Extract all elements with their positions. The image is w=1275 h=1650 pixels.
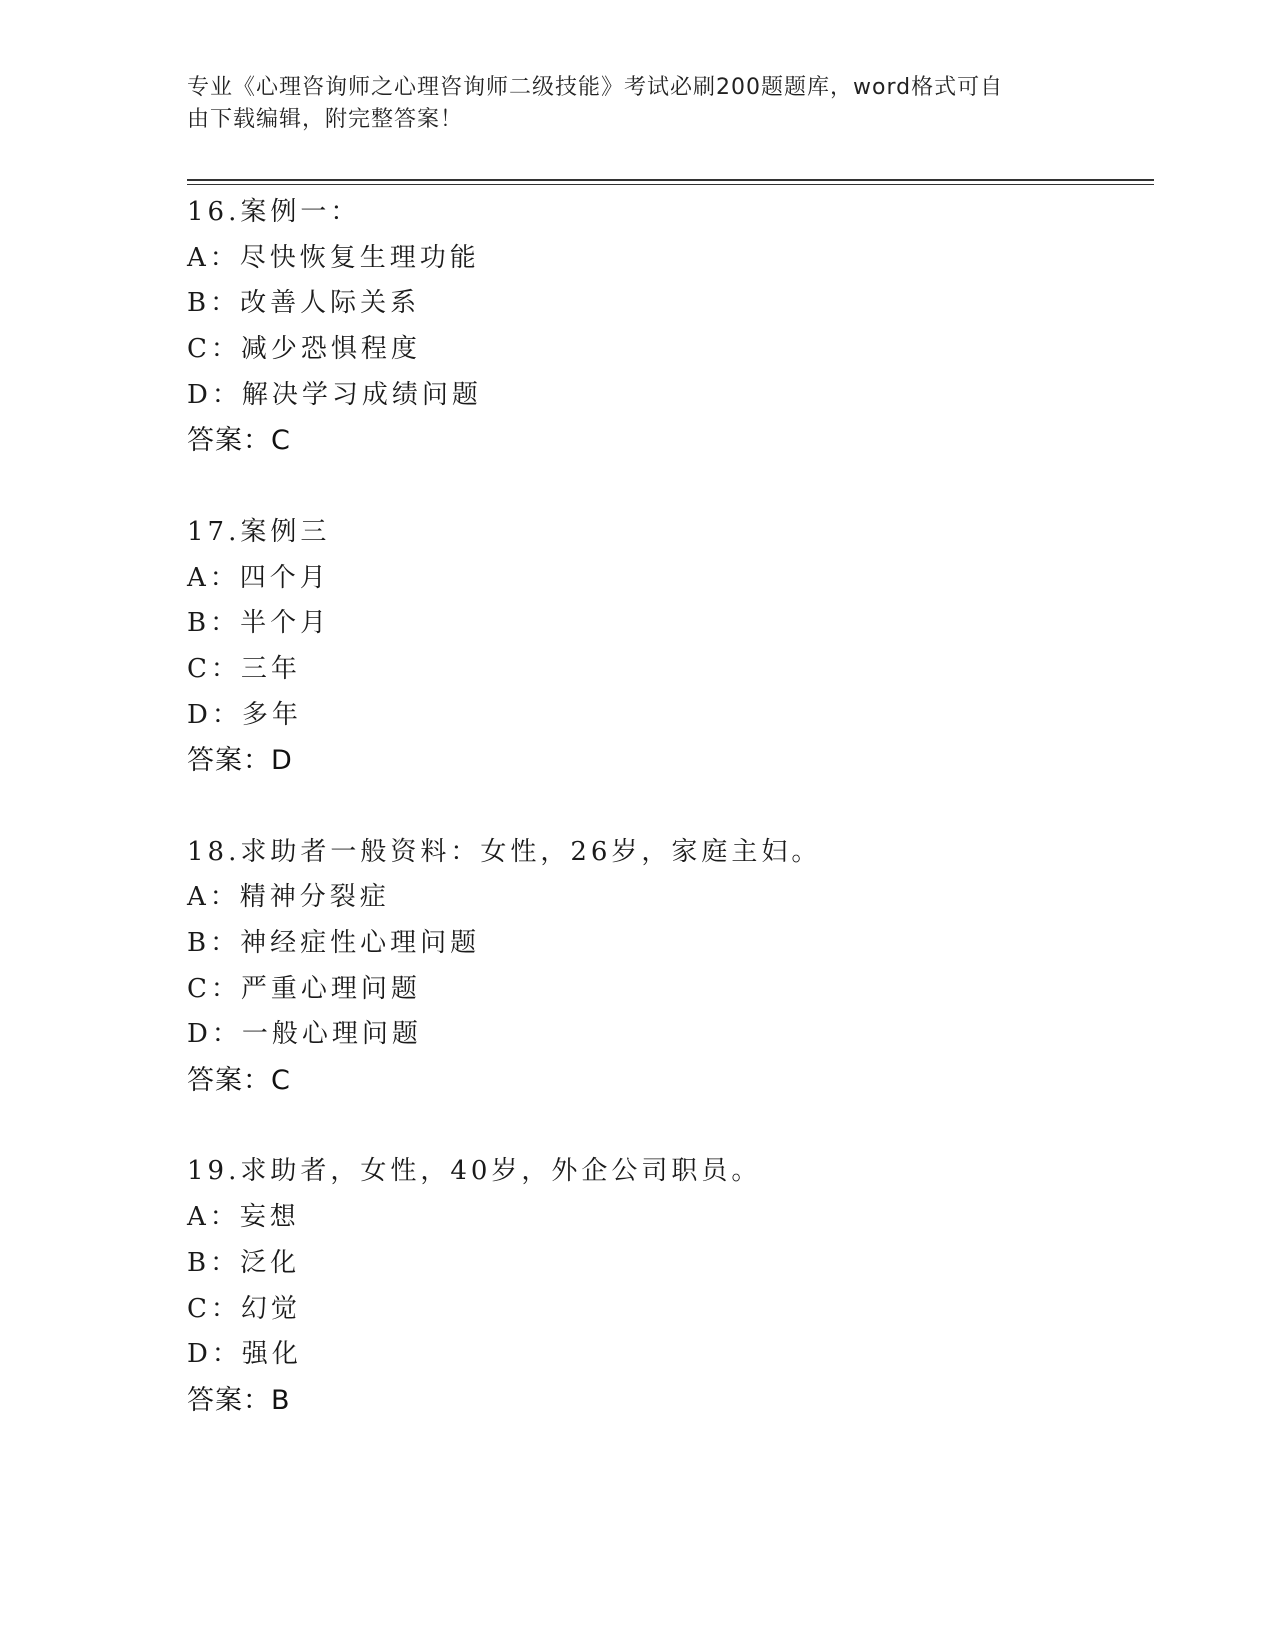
option-a: A：尽快恢复生理功能	[187, 242, 480, 273]
question-list	[187, 190, 1147, 1424]
question-stem: 16.案例一：	[187, 197, 361, 227]
question-16	[187, 190, 1147, 510]
option-a: A：妄想	[187, 1202, 300, 1233]
document-header	[187, 72, 1067, 136]
option-d: D：解决学习成绩问题	[187, 379, 482, 410]
answer: 答案：B	[187, 1384, 291, 1416]
option-a: A：精神分裂症	[187, 882, 390, 913]
option-b: B：改善人际关系	[187, 288, 421, 319]
question-spacer	[187, 464, 1147, 510]
option-d: D：多年	[187, 699, 302, 730]
option-a: A：四个月	[187, 562, 330, 593]
option-c: C：三年	[187, 653, 301, 684]
question-19	[187, 1149, 1147, 1423]
header-divider-thick	[187, 179, 1154, 181]
header-line-2: 由下载编辑，附完整答案！	[187, 107, 464, 132]
option-b: B：泛化	[187, 1247, 301, 1278]
question-stem: 19.求助者，女性，40岁，外企公司职员。	[187, 1156, 762, 1187]
option-b: B：神经症性心理问题	[187, 928, 481, 958]
option-c: C：严重心理问题	[187, 973, 421, 1004]
answer: 答案：D	[187, 745, 293, 777]
question-spacer	[187, 784, 1147, 830]
header-divider-thin	[187, 184, 1154, 185]
option-c: C：幻觉	[187, 1293, 301, 1324]
option-d: D：强化	[187, 1339, 302, 1370]
question-stem: 17.案例三	[187, 516, 331, 547]
question-17	[187, 510, 1147, 830]
option-d: D：一般心理问题	[187, 1019, 422, 1050]
answer: 答案：C	[187, 1065, 291, 1097]
option-b: B：半个月	[187, 608, 331, 639]
question-stem: 18.求助者一般资料：女性，26岁，家庭主妇。	[187, 836, 822, 867]
option-c: C：减少恐惧程度	[187, 334, 421, 365]
header-line-1: 专业《心理咨询师之心理咨询师二级技能》考试必刷200题题库，word格式可自	[187, 75, 1004, 100]
question-18	[187, 830, 1147, 1150]
question-spacer	[187, 1104, 1147, 1150]
answer: 答案：C	[187, 425, 291, 457]
